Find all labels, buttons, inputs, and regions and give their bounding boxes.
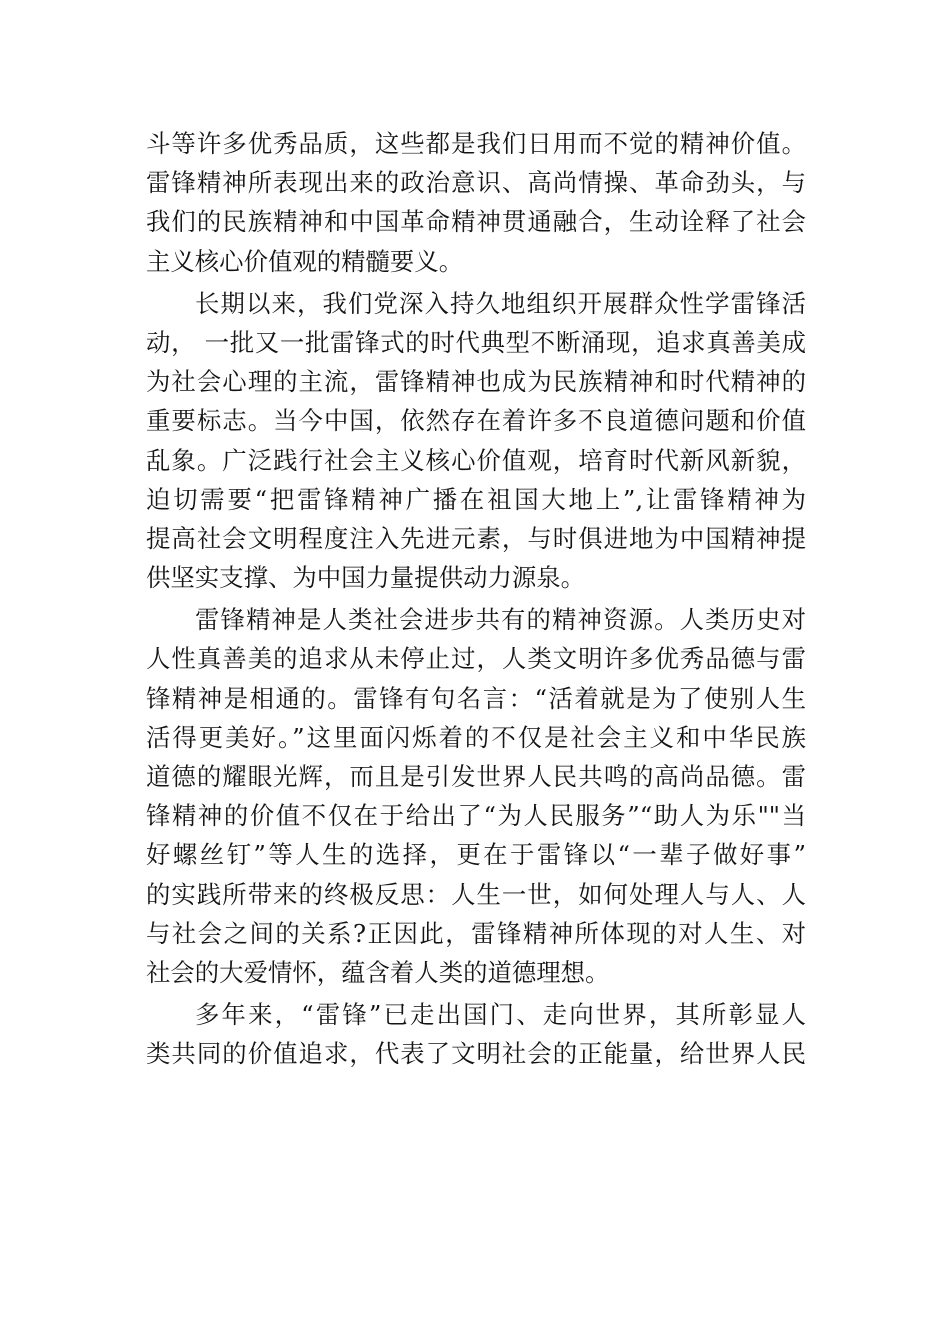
text-line: 人性真善美的追求从未停止过，人类文明许多优秀品德与雷 [146, 644, 806, 674]
text-line: 雷锋精神所表现出来的政治意识、高尚情操、革命劲头，与 [146, 168, 806, 198]
text-line: 长期以来，我们党深入持久地组织开展群众性学雷锋活 [195, 288, 806, 318]
paragraph-2 [146, 284, 806, 598]
text-line: 我们的民族精神和中国革命精神贯通融合，生动诠释了社会 [146, 207, 806, 237]
paragraph-3 [146, 600, 806, 992]
text-line: 道德的耀眼光辉，而且是引发世界人民共鸣的高尚品德。雷 [146, 762, 806, 791]
text-line: 迫切需要“把雷锋精神广播在祖国大地上”,让雷锋精神为 [146, 484, 806, 514]
text-line: 提高社会文明程度注入先进元素，与时俱进地为中国精神提 [146, 523, 806, 553]
text-line: 社会的大爱情怀，蕴含着人类的道德理想。 [146, 957, 610, 987]
text-line: 类共同的价值追求，代表了文明社会的正能量，给世界人民 [146, 1039, 806, 1069]
document-body [146, 124, 806, 1074]
text-line: 乱象。广泛践行社会主义核心价值观，培育时代新风新貌， [146, 445, 806, 475]
text-line: 活得更美好。”这里面闪烁着的不仅是社会主义和中华民族 [146, 722, 806, 752]
text-line: 供坚实支撑、为中国力量提供动力源泉。 [146, 563, 586, 593]
text-line: 与社会之间的关系?正因此，雷锋精神所体现的对人生、对 [146, 918, 806, 948]
text-line: 好螺丝钉”等人生的选择，更在于雷锋以“一辈子做好事” [146, 840, 806, 870]
text-line: 重要标志。当今中国，依然存在着许多不良道德问题和价值 [146, 406, 806, 436]
text-line: 斗等许多优秀品质，这些都是我们日用而不觉的精神价值。 [146, 129, 806, 158]
text-line: 动， 一批又一批雷锋式的时代典型不断涌现，追求真善美成 [146, 327, 806, 357]
text-line: 主义核心价值观的精髓要义。 [146, 246, 464, 276]
paragraph-4 [146, 995, 806, 1073]
text-line: 多年来，“雷锋”已走出国门、走向世界，其所彰显人 [195, 1000, 806, 1030]
paragraph-1 [146, 124, 806, 281]
text-line: 锋精神的价值不仅在于给出了“为人民服务”“助人为乐""当 [146, 801, 806, 831]
text-line: 雷锋精神是人类社会进步共有的精神资源。人类历史对 [195, 605, 806, 635]
text-line: 锋精神是相通的。雷锋有句名言：“活着就是为了使别人生 [146, 683, 806, 713]
text-line: 为社会心理的主流，雷锋精神也成为民族精神和时代精神的 [146, 367, 806, 397]
text-line: 的实践所带来的终极反思：人生一世，如何处理人与人、人 [146, 879, 806, 909]
